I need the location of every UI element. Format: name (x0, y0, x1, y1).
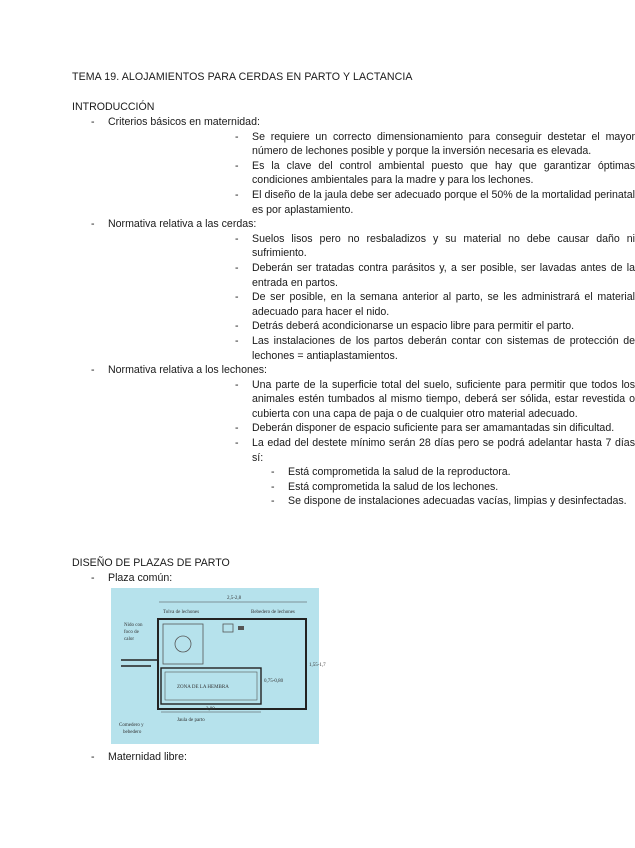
dash-bullet: - (271, 480, 275, 493)
sub-list (108, 130, 635, 218)
list-item-text: Deberán disponer de espacio suficiente para ser amamantadas sin dificultad. (252, 422, 615, 435)
list-item (108, 494, 635, 509)
bebedero-label: Bebedero de lechones (251, 610, 295, 615)
dash-bullet: - (271, 495, 275, 508)
zona-label: ZONA DE LA HEMBRA (177, 685, 229, 690)
dash-bullet: - (91, 572, 95, 584)
list-item-text: Una parte de la superficie total del suelo, suficiente para permitir que todos los animales estén tumbados al mismo tiempo, deberá ser sólida, estar revestida o cubierta con una capa de paja o de cualquier otro material adecuado. (252, 378, 635, 420)
dash-bullet: - (91, 218, 95, 231)
dash-bullet: - (235, 232, 239, 245)
comedero-label: Comedero y (119, 723, 144, 728)
pen-plan-svg (111, 588, 326, 744)
dash-bullet: - (271, 466, 275, 479)
drinker-icon (238, 626, 244, 630)
dash-bullet: - (91, 116, 95, 128)
sub-list (108, 378, 635, 509)
page-title: TEMA 19. ALOJAMIENTOS PARA CERDAS EN PARTO Y LACTANCIA (72, 71, 413, 83)
comedero-label: bebedero (123, 730, 142, 735)
list-item (108, 261, 635, 290)
list-item (108, 188, 635, 217)
dash-bullet: - (91, 751, 95, 763)
list-item (0, 750, 600, 765)
dash-bullet: - (235, 291, 239, 304)
nido-label: Nido con (124, 623, 143, 628)
list-item (108, 465, 635, 480)
list-item-text: Está comprometida la salud de la reproductora. (288, 466, 511, 479)
list-item (0, 115, 635, 217)
list-item (108, 130, 635, 159)
nido-label: calor (124, 637, 134, 642)
dash-bullet: - (235, 437, 239, 450)
list-item (108, 319, 635, 334)
list-item-text: De ser posible, en la semana anterior al parto, se les administrará el material adecuado para hacer el nido. (252, 291, 635, 318)
dimension-label: 2,00 (206, 707, 215, 712)
feeder-icon (223, 624, 233, 632)
list-item-text: Detrás deberá acondicionarse un espacio libre para permitir el parto. (252, 320, 575, 333)
list-item-text: Las instalaciones de los partos deberán contar con sistemas de protección de lechones = antiaplastamientos. (252, 334, 635, 362)
list-item-label: Maternidad libre: (108, 751, 187, 763)
design-list-continued (0, 750, 600, 765)
heat-lamp-icon (175, 636, 191, 652)
nest-area (163, 624, 203, 664)
list-item-text: Se dispone de instalaciones adecuadas vacías, limpias y desinfectadas. (288, 495, 627, 508)
list-item (108, 436, 635, 509)
dash-bullet: - (235, 378, 239, 391)
list-item (108, 480, 635, 495)
list-item-label: Normativa relativa a los lechones: (108, 364, 267, 377)
list-item (108, 378, 635, 422)
list-item-label: Criterios básicos en maternidad: (108, 116, 260, 128)
dash-bullet: - (235, 261, 239, 274)
design-heading: DISEÑO DE PLAZAS DE PARTO (72, 557, 230, 569)
intro-heading: INTRODUCCIÓN (72, 101, 155, 113)
farrowing-pen-diagram (111, 588, 326, 744)
dimension-label: 2,5-2,8 (227, 596, 242, 601)
tolva-label: Tolva de lechones (163, 610, 200, 615)
dash-bullet: - (235, 159, 239, 172)
list-item-text: Deberán ser tratadas contra parásitos y, a ser posible, ser lavadas antes de la entrada en partos. (252, 261, 635, 289)
dimension-label: 0,75-0,80 (264, 679, 284, 684)
list-item (108, 290, 635, 319)
nido-label: foco de (124, 630, 139, 635)
jaula-label: Jaula de parto (177, 718, 205, 723)
list-item-text: Es la clave del control ambiental puesto que hay que garantizar óptimas condiciones ambientales para la madre y para los lechones. (252, 159, 635, 187)
list-item (0, 363, 635, 509)
list-item-text: Se requiere un correcto dimensionamiento para conseguir destetar el mayor número de lechones posible y porque la inversión necesaria es elevada. (252, 130, 635, 158)
list-item (108, 232, 635, 261)
list-item (108, 421, 635, 436)
dash-bullet: - (235, 334, 239, 347)
list-item-text: Suelos lisos pero no resbaladizos y su material no debe causar daño ni sufrimiento. (252, 232, 635, 260)
dash-bullet: - (235, 422, 239, 435)
list-item-label: Plaza común: (108, 572, 173, 584)
dash-bullet: - (235, 188, 239, 201)
list-item (108, 159, 635, 188)
dash-bullet: - (235, 130, 239, 143)
list-item-label: Normativa relativa a las cerdas: (108, 218, 257, 231)
list-item-text: El diseño de la jaula debe ser adecuado porque el 50% de la mortalidad perinatal es por aplastamiento. (252, 188, 635, 216)
list-item (0, 217, 635, 363)
dimension-label: 1,55-1,7 (309, 663, 326, 668)
design-list (0, 571, 600, 586)
list-item (108, 334, 635, 363)
list-item (0, 571, 600, 586)
sub-list (108, 232, 635, 363)
intro-list (0, 115, 635, 509)
sub-sub-list (108, 465, 635, 509)
dash-bullet: - (235, 320, 239, 333)
list-item-text: La edad del destete mínimo serán 28 días pero se podrá adelantar hasta 7 días sí: (252, 437, 635, 464)
dash-bullet: - (91, 364, 95, 377)
list-item-text: Está comprometida la salud de los lechones. (288, 480, 499, 493)
